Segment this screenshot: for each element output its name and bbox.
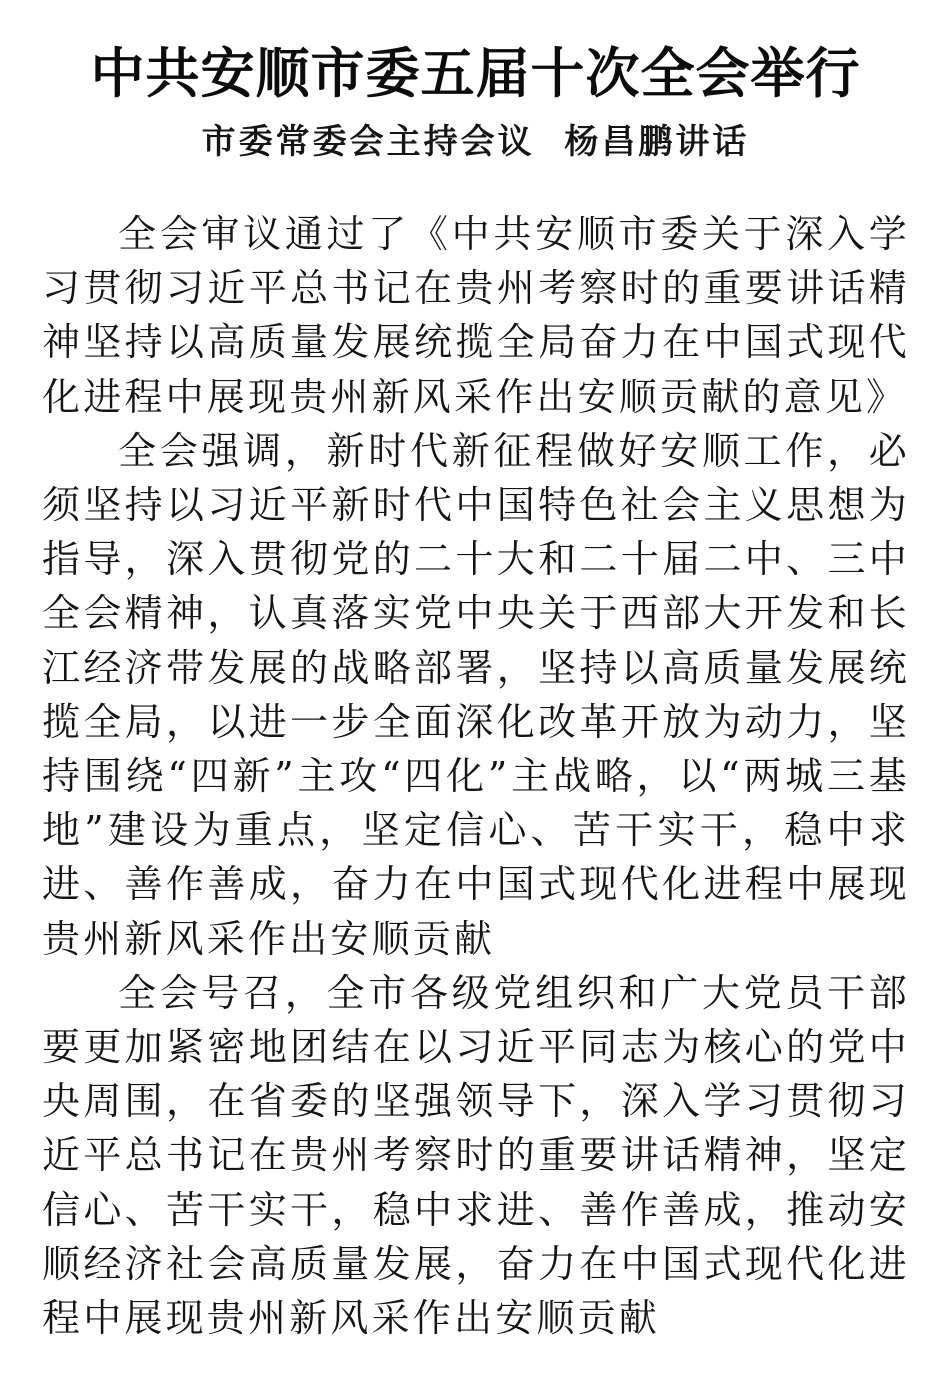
body-paragraph-2: 全会强调，新时代新征程做好安顺工作，必须坚持以习近平新时代中国特色社会主义思想为指导，深入贯彻党的二十大和二十届二中、三中全会精神，认真落实党中央关于西部大开发和长江经济带发展的战略部署，坚持以高质量发展统揽全局，以进一步全面深化改革开放为动力，坚持围绕“四新”主攻“四化”主战略，以“两城三基地”建设为重点，坚定信心、苦干实干，稳中求进、善作善成，奋力在中国式现代化进程中展现贵州新风采作出安顺贡献 [42, 428, 910, 961]
article-headline: 中共安顺市委五届十次全会举行 [90, 41, 861, 105]
article-subheadline: 市委常委会主持会议 杨昌鹏讲话 [201, 122, 750, 162]
body-paragraph-1: 全会审议通过了《中共安顺市委关于深入学习贯彻习近平总书记在贵州考察时的重要讲话精神坚持以高质量发展统揽全局奋力在中国式现代化进程中展现贵州新风采作出安顺贡献的意见》 [42, 212, 910, 419]
article-body [42, 207, 910, 1345]
body-paragraph-3: 全会号召，全市各级党组织和广大党员干部要更加紧密地团结在以习近平同志为核心的党中央周围，在省委的坚强领导下，深入学习贯彻习近平总书记在贵州考察时的重要讲话精神，坚定信心、苦干实干，稳中求进、善作善成，推动安顺经济社会高质量发展，奋力在中国式现代化进程中展现贵州新风采作出安顺贡献 [42, 970, 910, 1341]
